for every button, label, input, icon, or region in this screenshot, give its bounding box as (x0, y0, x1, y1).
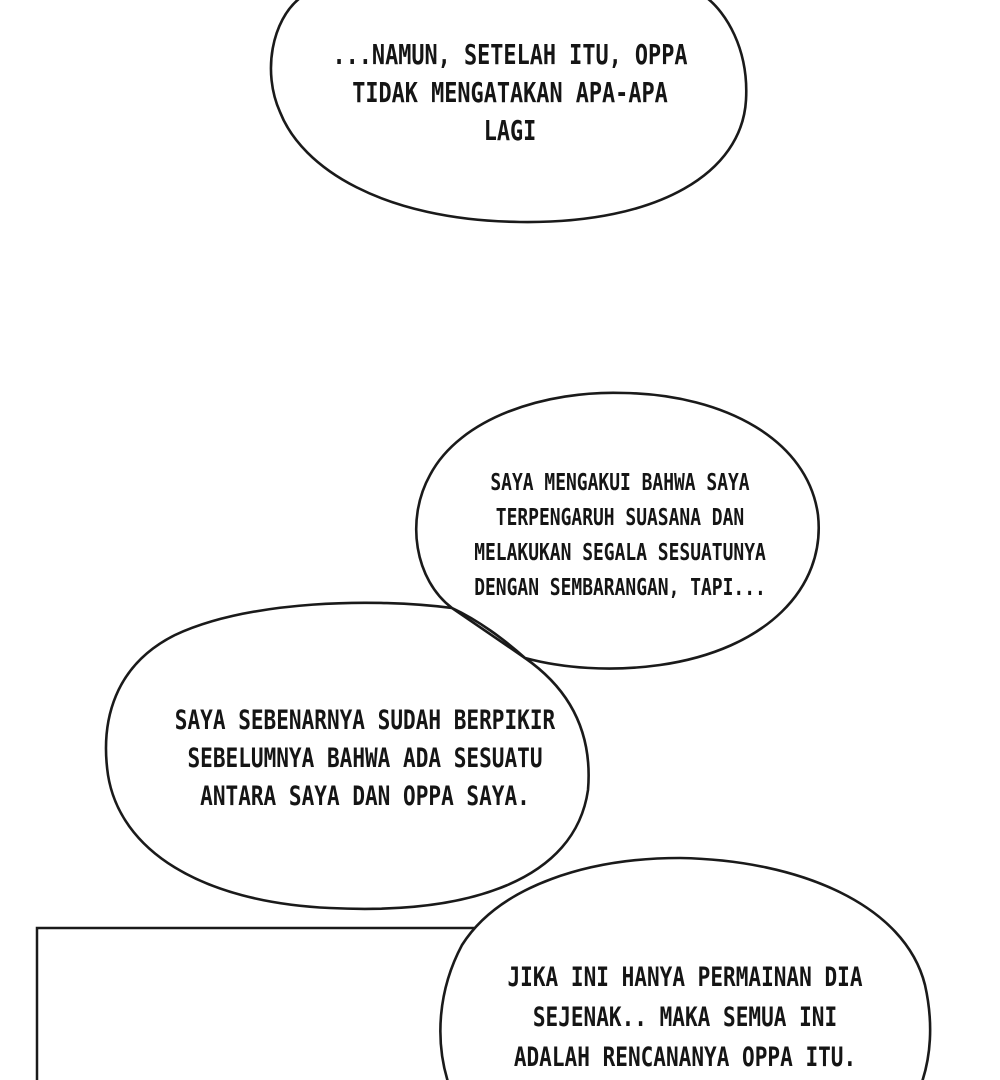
bubble-4-line-1: JIKA INI HANYA PERMAINAN DIA (507, 962, 863, 993)
bubble-3-line-1: SAYA SEBENARNYA SUDAH BERPIKIR (174, 705, 556, 736)
bubble-1-line-2: TIDAK MENGATAKAN APA-APA (352, 76, 668, 109)
bubble-2-line-3: MELAKUKAN SEGALA SESUATUNYA (474, 540, 766, 566)
bubble-2-line-1: SAYA MENGAKUI BAHWA SAYA (490, 470, 750, 496)
speech-bubble-2-text (433, 466, 807, 606)
bubble-3-line-3: ANTARA SAYA DAN OPPA SAYA. (200, 781, 530, 812)
bubble-3-line-2: SEBELUMNYA BAHWA ADA SESUATU (187, 743, 543, 774)
panel-border (37, 928, 482, 1080)
bubble-4-line-2: SEJENAK.. MAKA SEMUA INI (532, 1002, 838, 1033)
speech-bubble-4-text (494, 958, 876, 1078)
bubble-2-line-2: TERPENGARUH SUASANA DAN (495, 505, 745, 531)
bubble-2-line-4: DENGAN SEMBARANGAN, TAPI... (474, 575, 766, 601)
speech-bubble-3-text (154, 702, 575, 816)
bubble-1-line-1: ...NAMUN, SETELAH ITU, OPPA (332, 38, 688, 71)
speech-bubble-1-text (315, 36, 705, 150)
bubble-1-line-3: LAGI (483, 114, 537, 147)
bubble-4-line-3: ADALAH RENCANANYA OPPA ITU. (513, 1042, 857, 1073)
